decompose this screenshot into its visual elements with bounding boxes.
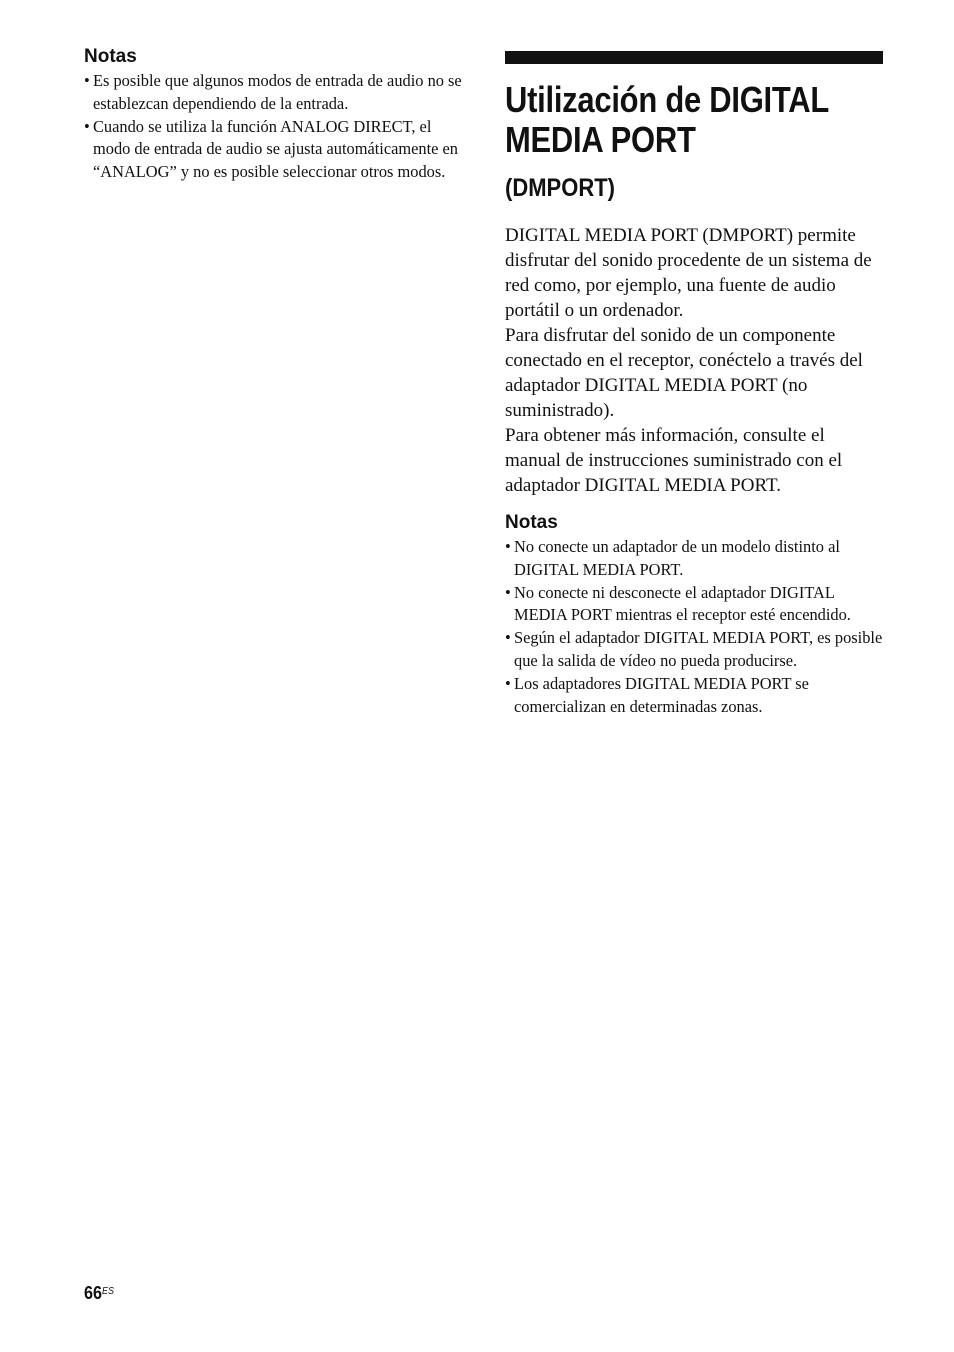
page-number-value: 66 xyxy=(84,1283,103,1303)
page-number xyxy=(84,1283,114,1303)
left-column xyxy=(84,46,464,184)
list-item xyxy=(505,582,883,628)
section-title-line2: MEDIA PORT xyxy=(505,119,696,160)
list-item xyxy=(505,673,883,719)
section-title xyxy=(505,80,883,160)
right-column xyxy=(505,51,883,718)
note-text: No conecte un adaptador de un modelo distinto al DIGITAL MEDIA PORT. xyxy=(514,537,840,579)
bullet-icon: • xyxy=(84,116,90,136)
notes-block xyxy=(505,512,883,718)
notes-list xyxy=(84,70,464,184)
body-paragraph: Para obtener más información, consulte el manual de instrucciones suministrado con el adaptador DIGITAL MEDIA PORT. xyxy=(505,425,843,496)
section-title-bar xyxy=(505,51,883,64)
list-item xyxy=(505,536,883,582)
list-item xyxy=(505,627,883,673)
body-paragraph: Para disfrutar del sonido de un componente conectado en el receptor, conéctelo a través del adaptador DIGITAL MEDIA PORT (no suministrado). xyxy=(505,325,863,421)
note-text: Los adaptadores DIGITAL MEDIA PORT se comercializan en determinadas zonas. xyxy=(514,673,809,716)
bullet-icon: • xyxy=(505,673,511,693)
note-text: Según el adaptador DIGITAL MEDIA PORT, es posible que la salida de vídeo no pueda producirse. xyxy=(514,628,883,670)
list-item xyxy=(84,70,464,116)
notes-list xyxy=(505,536,883,718)
notes-heading: Notas xyxy=(84,46,137,67)
note-text: Cuando se utiliza la función ANALOG DIRECT, el modo de entrada de audio se ajusta automáticamente en “ANALOG” y no es posible seleccionar otros modos. xyxy=(93,116,459,182)
bullet-icon: • xyxy=(505,582,511,602)
page-language-code: ES xyxy=(102,1286,115,1297)
section-title-line1: Utilización de DIGITAL xyxy=(505,79,830,120)
body-paragraph: DIGITAL MEDIA PORT (DMPORT) permite disfrutar del sonido procedente de un sistema de red como, por ejemplo, una fuente de audio portátil o un ordenador. xyxy=(505,225,872,321)
list-item xyxy=(84,116,464,184)
bullet-icon: • xyxy=(505,628,511,648)
notes-heading: Notas xyxy=(505,512,558,533)
bullet-icon: • xyxy=(84,71,90,90)
note-text: No conecte ni desconecte el adaptador DIGITAL MEDIA PORT mientras el receptor esté encendido. xyxy=(514,582,851,625)
section-subtitle: (DMPORT) xyxy=(505,174,615,202)
bullet-icon: • xyxy=(505,537,511,556)
section-body xyxy=(505,223,883,498)
note-text: Es posible que algunos modos de entrada de audio no se establezcan dependiendo de la entrada. xyxy=(93,71,462,113)
